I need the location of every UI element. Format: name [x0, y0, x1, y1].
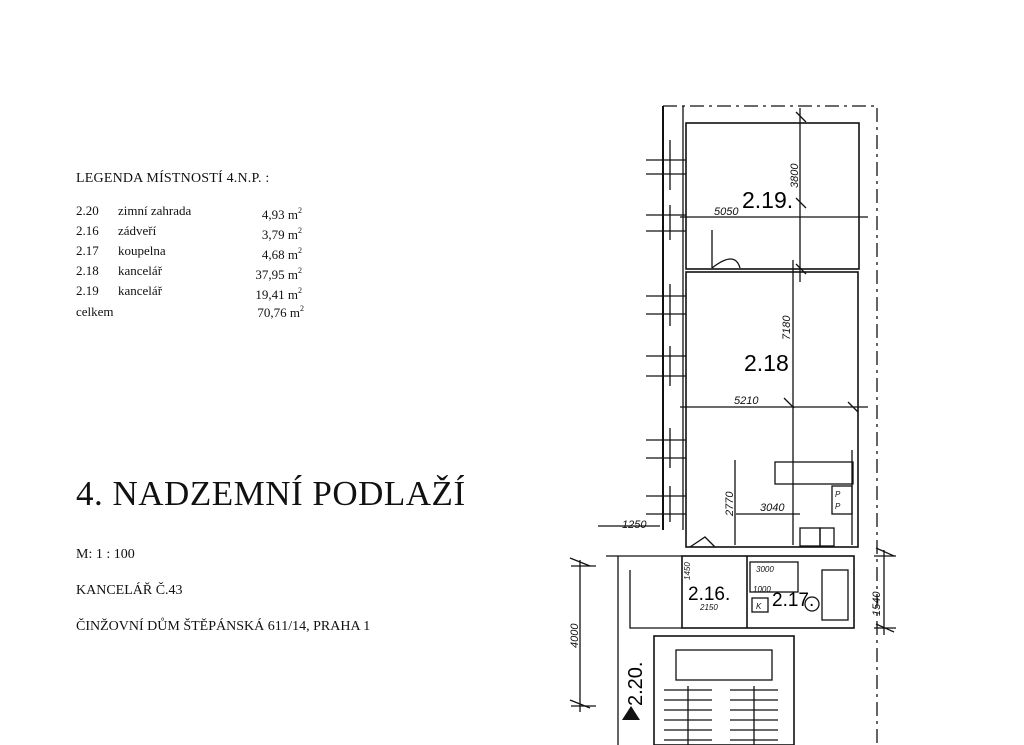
room-area: 3,79 $m^2$: [261, 226, 302, 242]
dim-5210: 5210: [734, 395, 759, 407]
dim-3800: 3800: [789, 163, 801, 188]
dim-5050: 5050: [714, 206, 739, 218]
room-label-2-20: 2.20.: [625, 661, 647, 706]
fixture-k: K: [756, 602, 762, 611]
dim-1000: 1000: [753, 585, 771, 594]
dim-4000: 4000: [569, 623, 581, 648]
dim-3000: 3000: [756, 565, 774, 574]
dim-7180: 7180: [781, 315, 793, 340]
room-number: 2.19: [76, 283, 99, 298]
door-2-19: [712, 230, 740, 268]
room-label-2-18: 2.18: [744, 350, 789, 376]
fixture-p1: P: [835, 490, 841, 499]
room-name: koupelna: [118, 243, 166, 258]
legend-title: LEGENDA MÍSTNOSTÍ 4.N.P. :: [76, 171, 270, 186]
window-marks: [646, 140, 686, 522]
fixture-p2: P: [835, 502, 841, 511]
room-number: 2.16: [76, 223, 99, 238]
door-2-16: [690, 537, 715, 547]
room-area: 19,41 $m^2$: [255, 286, 302, 302]
page-title: 4. NADZEMNÍ PODLAŽÍ: [76, 474, 466, 513]
room-name: kancelář: [118, 283, 163, 298]
room-label-2-19: 2.19.: [742, 187, 794, 213]
stair-steps: [664, 686, 778, 745]
stair-core: [676, 650, 772, 680]
room-number: 2.20: [76, 203, 99, 218]
dim-3040: 3040: [760, 502, 785, 514]
room-area: 37,95 $m^2$: [255, 266, 302, 282]
room-name: kancelář: [118, 263, 163, 278]
room-label-2-16: 2.16.: [688, 584, 731, 605]
total-value: 70,76 $m^2$: [257, 304, 304, 320]
dim-1250: 1250: [622, 519, 647, 531]
room-name: zádveří: [118, 223, 157, 238]
kitchen-counter: [775, 462, 853, 484]
dimension-lines: [570, 108, 896, 712]
room-area: 4,68 $m^2$: [261, 246, 302, 262]
room-label-2-17: 2.17.: [772, 590, 815, 611]
scale-label: M: 1 : 100: [76, 547, 135, 562]
fitting-box-1: [800, 528, 820, 546]
room-area: 4,93 $m^2$: [261, 206, 302, 222]
fitting-box-2: [820, 528, 834, 546]
building-address: ČINŽOVNÍ DŮM ŠTĚPÁNSKÁ 611/14, PRAHA 1: [76, 619, 371, 634]
total-label: celkem: [76, 304, 114, 319]
office-label: KANCELÁŘ Č.43: [76, 583, 183, 598]
bathtub: [822, 570, 848, 620]
room-number: 2.18: [76, 263, 99, 278]
room-name: zimní zahrada: [118, 203, 192, 218]
room-number: 2.17: [76, 243, 99, 258]
north-arrow-icon: [622, 706, 640, 720]
dim-1540: 1540: [871, 591, 883, 616]
dim-2150: 2150: [700, 603, 718, 612]
dim-2770: 2770: [724, 491, 736, 516]
dim-1450: 1450: [683, 562, 692, 580]
